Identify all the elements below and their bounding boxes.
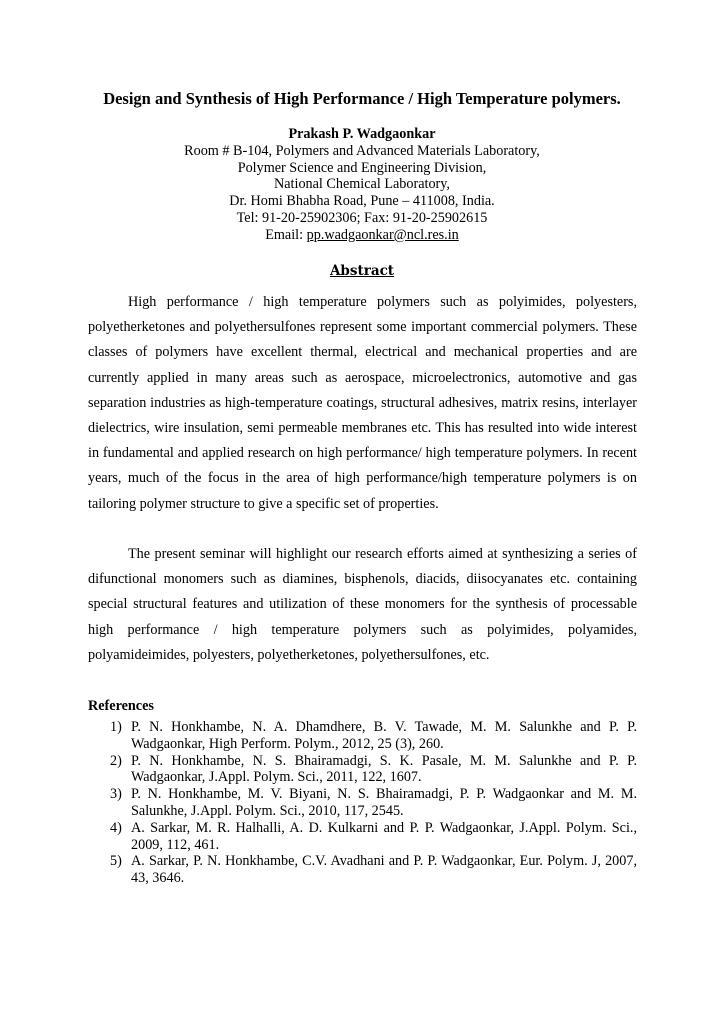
author-email-line <box>60 227 664 244</box>
reference-text: P. N. Honkhambe, M. V. Biyani, N. S. Bhairamadgi, P. P. Wadgaonkar and M. M. Salunkhe, J.Appl. Polym. Sci., 2010, 117, 2545. <box>131 786 637 819</box>
author-affiliation-room: Room # B-104, Polymers and Advanced Materials Laboratory, <box>184 142 540 159</box>
author-block <box>60 126 664 244</box>
author-affiliation-institution: National Chemical Laboratory, <box>274 176 450 193</box>
reference-item <box>88 786 637 820</box>
reference-item <box>88 853 637 887</box>
reference-item <box>88 753 637 787</box>
reference-number: 2) <box>110 752 122 769</box>
references-heading: References <box>88 698 154 714</box>
abstract-paragraph-1: High performance / high temperature polymers such as polyimides, polyesters, polyetherketones and polyethersulfones represent some important commercial polymers. These classes of polymers have excellent thermal, electrical and mechanical properties and are currently applied in many areas such as aerospace, microelectronics, automotive and gas separation industries as high-temperature coatings, structural adhesives, matrix resins, interlayer dielectrics, wire insulation, semi permeable membranes etc. This has resulted into wide interest in fundamental and applied research on high performance/ high temperature polymers. In recent years, much of the focus in the area of high performance/high temperature polymers is on tailoring polymer structure to give a specific set of properties. <box>88 294 637 512</box>
author-name: Prakash P. Wadgaonkar <box>288 126 436 142</box>
reference-number: 1) <box>110 719 122 735</box>
abstract-heading: Abstract <box>329 263 395 279</box>
document-title: Design and Synthesis of High Performance / High Temperature polymers. <box>103 89 621 108</box>
reference-number: 4) <box>110 819 122 836</box>
email-link[interactable]: pp.wadgaonkar@ncl.res.in <box>306 226 459 243</box>
reference-text: A. Sarkar, M. R. Halhalli, A. D. Kulkarni and P. P. Wadgaonkar, J.Appl. Polym. Sci., 2009, 112, 461. <box>131 819 637 853</box>
abstract-paragraph-2: The present seminar will highlight our research efforts aimed at synthesizing a series of difunctional monomers such as diamines, bisphenols, diacids, diisocyanates etc. containing special structural features and utilization of these monomers for the synthesis of processable high performance / high temperature polymers such as polyimides, polyamides, polyamideimides, polyesters, polyetherketones, polyethersulfones, etc. <box>88 546 637 663</box>
reference-text: P. N. Honkhambe, N. A. Dhamdhere, B. V. Tawade, M. M. Salunkhe and P. P. Wadgaonkar, High Perform. Polym., 2012, 25 (3), 260. <box>131 719 637 752</box>
email-label: Email: <box>265 226 307 243</box>
reference-text: P. N. Honkhambe, N. S. Bhairamadgi, S. K. Pasale, M. M. Salunkhe and P. P. Wadgaonkar, J.Appl. Polym. Sci., 2011, 122, 1607. <box>131 752 637 786</box>
reference-number: 3) <box>110 786 122 803</box>
reference-number: 5) <box>110 853 122 870</box>
references-list <box>88 719 637 887</box>
author-phone-fax: Tel: 91-20-25902306; Fax: 91-20-25902615 <box>236 209 488 226</box>
author-affiliation-division: Polymer Science and Engineering Division, <box>237 159 487 176</box>
reference-item <box>88 719 637 753</box>
reference-item <box>88 820 637 854</box>
reference-text: A. Sarkar, P. N. Honkhambe, C.V. Avadhani and P. P. Wadgaonkar, Eur. Polym. J, 2007, 43, 3646. <box>131 853 637 887</box>
author-address: Dr. Homi Bhabha Road, Pune – 411008, India. <box>229 193 495 210</box>
